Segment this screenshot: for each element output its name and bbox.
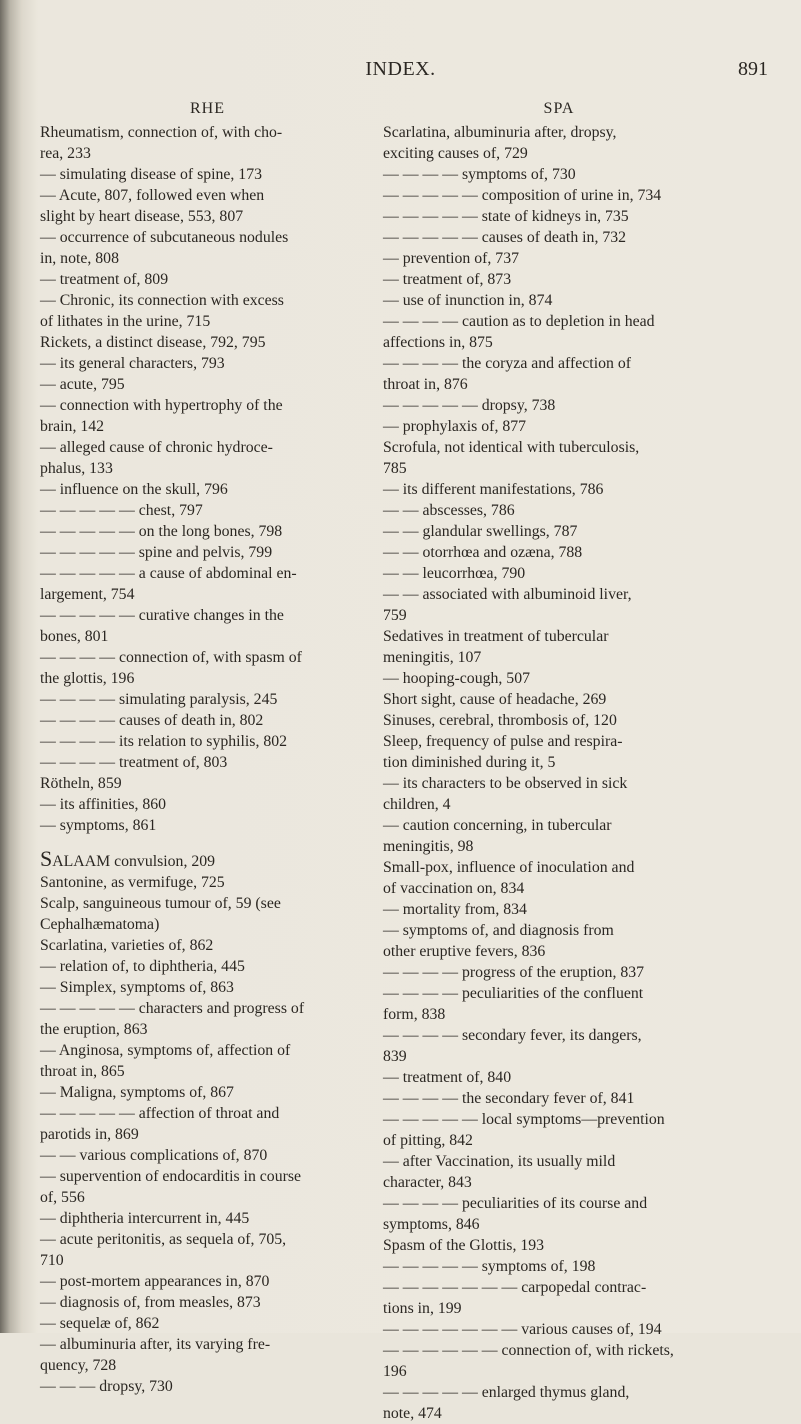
index-entry: — acute peritonitis, as sequela of, 705, 710 <box>40 1231 287 1269</box>
page-title: INDEX. <box>365 58 436 80</box>
index-entry: — Maligna, symptoms of, 867 <box>40 1084 234 1101</box>
left-column <box>40 100 375 1397</box>
index-entry: — — — — caution as to depletion in head affections in, 875 <box>383 313 655 351</box>
right-column <box>383 100 735 1424</box>
index-entry: — mortality from, 834 <box>383 901 527 918</box>
index-entry: — diagnosis of, from measles, 873 <box>40 1294 261 1311</box>
index-entry: — — — — secondary fever, its dangers, 839 <box>383 1027 642 1065</box>
index-entry: — — — — — local symptoms—prevention of pitting, 842 <box>383 1111 665 1149</box>
index-entry: — acute, 795 <box>40 376 125 393</box>
index-entry: — — glandular swellings, 787 <box>383 523 578 540</box>
index-entry: — — — — — — — various causes of, 194 <box>383 1321 662 1338</box>
index-entry: — — — — — chest, 797 <box>40 502 203 519</box>
index-entry: — — — — — characters and progress of the eruption, 863 <box>40 1000 305 1038</box>
index-entry: Rötheln, 859 <box>40 775 122 792</box>
index-entry-salaam <box>40 848 375 872</box>
index-entry: Sinuses, cerebral, thrombosis of, 120 <box>383 712 617 729</box>
index-entry: — symptoms of, and diagnosis from other eruptive fevers, 836 <box>383 922 614 960</box>
index-entry: — — — — peculiarities of its course and symptoms, 846 <box>383 1195 648 1233</box>
page-number: 891 <box>738 58 768 80</box>
index-entry: — Acute, 807, followed even when slight by heart disease, 553, 807 <box>40 187 265 225</box>
index-entry: — influence on the skull, 796 <box>40 481 228 498</box>
index-entry: — diphtheria intercurrent in, 445 <box>40 1210 250 1227</box>
index-entry: — — — — — dropsy, 738 <box>383 397 556 414</box>
right-entries <box>383 122 735 1424</box>
index-entry: — — associated with albuminoid liver, 759 <box>383 586 632 624</box>
index-entry: — its characters to be observed in sick children, 4 <box>383 775 628 813</box>
index-entry: — prophylaxis of, 877 <box>383 418 527 435</box>
index-entry: — — — — treatment of, 803 <box>40 754 228 771</box>
index-entry: Scalp, sanguineous tumour of, 59 (see Cephalhæmatoma) <box>40 895 281 933</box>
index-entry: — — — — progress of the eruption, 837 <box>383 964 645 981</box>
index-entry: — hooping-cough, 507 <box>383 670 530 687</box>
index-entry: — its affinities, 860 <box>40 796 167 813</box>
index-entry: — — — — — — — carpopedal contrac- tions in, 199 <box>383 1279 647 1317</box>
index-entry: — — — — the secondary fever of, 841 <box>383 1090 635 1107</box>
index-entry: — — — dropsy, 730 <box>40 1378 173 1395</box>
index-entry: — its different manifestations, 786 <box>383 481 604 498</box>
left-entries-2 <box>40 872 375 1397</box>
left-entries <box>40 122 375 836</box>
index-entry: — — — — — spine and pelvis, 799 <box>40 544 273 561</box>
index-entry: Spasm of the Glottis, 193 <box>383 1237 545 1254</box>
index-entry: Short sight, cause of headache, 269 <box>383 691 607 708</box>
index-entry: — supervention of endocarditis in course of, 556 <box>40 1168 302 1206</box>
entry-text: ALAAM convulsion, 209 <box>52 853 216 870</box>
index-entry: — treatment of, 809 <box>40 271 169 288</box>
index-entry: — — — — — a cause of abdominal en- largement, 754 <box>40 565 297 603</box>
index-entry: — albuminuria after, its varying fre- quency, 728 <box>40 1336 271 1374</box>
drop-initial: S <box>40 846 53 871</box>
index-entry: — treatment of, 873 <box>383 271 512 288</box>
index-entry: — prevention of, 737 <box>383 250 520 267</box>
index-entry: — — — — — causes of death in, 732 <box>383 229 627 246</box>
index-entry: Small-pox, influence of inoculation and of vaccination on, 834 <box>383 859 635 897</box>
index-entry: — — abscesses, 786 <box>383 502 515 519</box>
index-entry: — relation of, to diphtheria, 445 <box>40 958 245 975</box>
right-column-head: SPA <box>543 100 575 117</box>
index-entry: — sequelæ of, 862 <box>40 1315 160 1332</box>
index-entry: — caution concerning, in tubercular meningitis, 98 <box>383 817 612 855</box>
index-entry: — treatment of, 840 <box>383 1069 512 1086</box>
index-entry: — — — — — composition of urine in, 734 <box>383 187 662 204</box>
index-entry: Rickets, a distinct disease, 792, 795 <box>40 334 266 351</box>
index-entry: — — — — — affection of throat and parotids in, 869 <box>40 1105 280 1143</box>
index-entry: — simulating disease of spine, 173 <box>40 166 263 183</box>
index-entry: Santonine, as vermifuge, 725 <box>40 874 225 891</box>
index-entry: — — — — — curative changes in the bones, 801 <box>40 607 284 645</box>
index-entry: — — — — — symptoms of, 198 <box>383 1258 596 1275</box>
index-entry: Scarlatina, varieties of, 862 <box>40 937 214 954</box>
index-entry: — — — — its relation to syphilis, 802 <box>40 733 288 750</box>
index-entry: — alleged cause of chronic hydroce- phalus, 133 <box>40 439 273 477</box>
index-entry: — symptoms, 861 <box>40 817 157 834</box>
index-entry: — — — — — state of kidneys in, 735 <box>383 208 629 225</box>
index-entry: — Chronic, its connection with excess of lithates in the urine, 715 <box>40 292 284 330</box>
index-entry: — — — — symptoms of, 730 <box>383 166 576 183</box>
index-entry: Sleep, frequency of pulse and respira- tion diminished during it, 5 <box>383 733 623 771</box>
index-entry: — — — — — enlarged thymus gland, note, 474 <box>383 1384 630 1422</box>
index-entry: — after Vaccination, its usually mild character, 843 <box>383 1153 616 1191</box>
index-entry: — — — — — — connection of, with rickets, 196 <box>383 1342 674 1380</box>
section-gap <box>40 836 375 848</box>
index-entry: — — — — simulating paralysis, 245 <box>40 691 278 708</box>
index-entry: — occurrence of subcutaneous nodules in, note, 808 <box>40 229 289 267</box>
index-entry: — — leucorrhœa, 790 <box>383 565 526 582</box>
left-column-head: RHE <box>190 100 225 117</box>
index-entry: Sedatives in treatment of tubercular meningitis, 107 <box>383 628 609 666</box>
index-entry: — — — — connection of, with spasm of the glottis, 196 <box>40 649 302 687</box>
index-entry: — — otorrhœa and ozæna, 788 <box>383 544 583 561</box>
index-entry: — its general characters, 793 <box>40 355 225 372</box>
index-entry: — — — — — on the long bones, 798 <box>40 523 283 540</box>
index-entry: — Anginosa, symptoms of, affection of throat in, 865 <box>40 1042 291 1080</box>
index-entry: Scrofula, not identical with tuberculosis, 785 <box>383 439 640 477</box>
index-entry: — Simplex, symptoms of, 863 <box>40 979 234 996</box>
index-entry: — — various complications of, 870 <box>40 1147 268 1164</box>
index-entry: — — — — peculiarities of the confluent form, 838 <box>383 985 644 1023</box>
index-entry: — — — — the coryza and affection of throat in, 876 <box>383 355 631 393</box>
index-entry: Scarlatina, albuminuria after, dropsy, exciting causes of, 729 <box>383 124 617 162</box>
index-entry: — post-mortem appearances in, 870 <box>40 1273 270 1290</box>
index-entry: — — — — causes of death in, 802 <box>40 712 264 729</box>
index-entry: — connection with hypertrophy of the brain, 142 <box>40 397 283 435</box>
index-entry: — use of inunction in, 874 <box>383 292 553 309</box>
index-entry: Rheumatism, connection of, with cho- rea, 233 <box>40 124 283 162</box>
